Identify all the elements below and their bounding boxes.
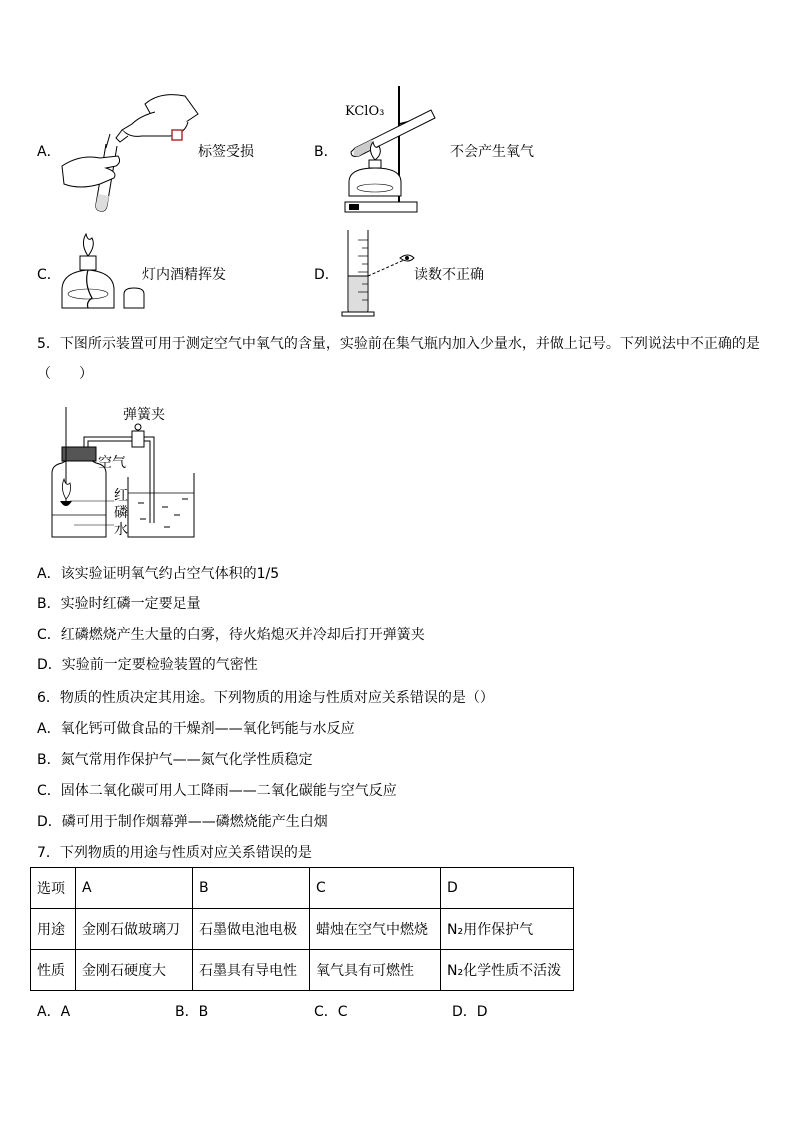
table-cell: 氧气具有可燃性	[310, 950, 441, 991]
label-clamp: 弹簧夹	[123, 407, 165, 423]
q5-option-c: C．红磷燃烧产生大量的白雾，待火焰熄灭并冷却后打开弹簧夹	[37, 627, 425, 643]
q5-stem: 5．下图所示装置可用于测定空气中氧气的含量，实验前在集气瓶内加入少量水，并做上记号。下列说法中不正确的是	[37, 336, 760, 352]
q6-option-c: C．固体二氧化碳可用人工降雨——二氧化碳能与空气反应	[37, 783, 397, 799]
table-cell: 选项	[31, 868, 76, 909]
q7-answer-d: D．D	[452, 1004, 488, 1020]
option-caption: 读数不正确	[414, 267, 484, 283]
table-cell: A	[76, 868, 193, 909]
q7-table	[30, 867, 574, 991]
option-caption: 标签受损	[198, 144, 254, 160]
q7-answer-a: A．A	[37, 1004, 71, 1020]
q6-option-b: B．氮气常用作保护气——氮气化学性质稳定	[37, 752, 313, 768]
alcohol-lamp-illustration	[58, 232, 148, 316]
q5-option-b: B．实验时红磷一定要足量	[37, 596, 201, 612]
table-cell: 性质	[31, 950, 76, 991]
table-cell: C	[310, 868, 441, 909]
option-letter: A．	[37, 144, 61, 160]
graduated-cylinder-illustration	[338, 228, 418, 320]
option-letter: C．	[37, 267, 61, 283]
table-cell: 石墨具有导电性	[193, 950, 310, 991]
label-air: 空气	[98, 455, 126, 471]
q6-stem: 6．物质的性质决定其用途。下列物质的用途与性质对应关系错误的是（）	[37, 690, 494, 706]
table-cell: N₂化学性质不活泼	[441, 950, 574, 991]
table-cell: D	[441, 868, 574, 909]
table-cell: 石墨做电池电极	[193, 909, 310, 950]
label-red: 红	[114, 488, 128, 504]
table-row	[31, 868, 574, 909]
table-row	[31, 909, 574, 950]
q7-answer-b: B．B	[175, 1004, 209, 1020]
pouring-liquid-illustration	[60, 86, 200, 216]
q6-option-d: D．磷可用于制作烟幕弹——磷燃烧能产生白烟	[37, 814, 328, 830]
label-phosphorus: 磷	[114, 505, 128, 521]
table-cell: N₂用作保护气	[441, 909, 574, 950]
q7-answer-c: C．C	[314, 1004, 348, 1020]
q5-option-d: D．实验前一定要检验装置的气密性	[37, 657, 258, 673]
table-cell: 用途	[31, 909, 76, 950]
label-water: 水	[114, 522, 128, 538]
chemical-label: KClO₃	[345, 104, 385, 119]
q7-stem: 7．下列物质的用途与性质对应关系错误的是	[37, 845, 312, 861]
option-caption: 灯内酒精挥发	[142, 267, 226, 283]
option-letter: B．	[314, 144, 338, 160]
table-cell: 金刚石硬度大	[76, 950, 193, 991]
q5-answer-paren: （ ）	[37, 366, 93, 382]
q5-option-a: A．该实验证明氧气约占空气体积的1/5	[37, 566, 280, 582]
option-caption: 不会产生氧气	[450, 144, 534, 160]
option-letter: D．	[314, 267, 339, 283]
table-cell: B	[193, 868, 310, 909]
q6-option-a: A．氧化钙可做食品的干燥剂——氧化钙能与水反应	[37, 721, 355, 737]
table-cell: 金刚石做玻璃刀	[76, 909, 193, 950]
table-row	[31, 950, 574, 991]
table-cell: 蜡烛在空气中燃烧	[310, 909, 441, 950]
